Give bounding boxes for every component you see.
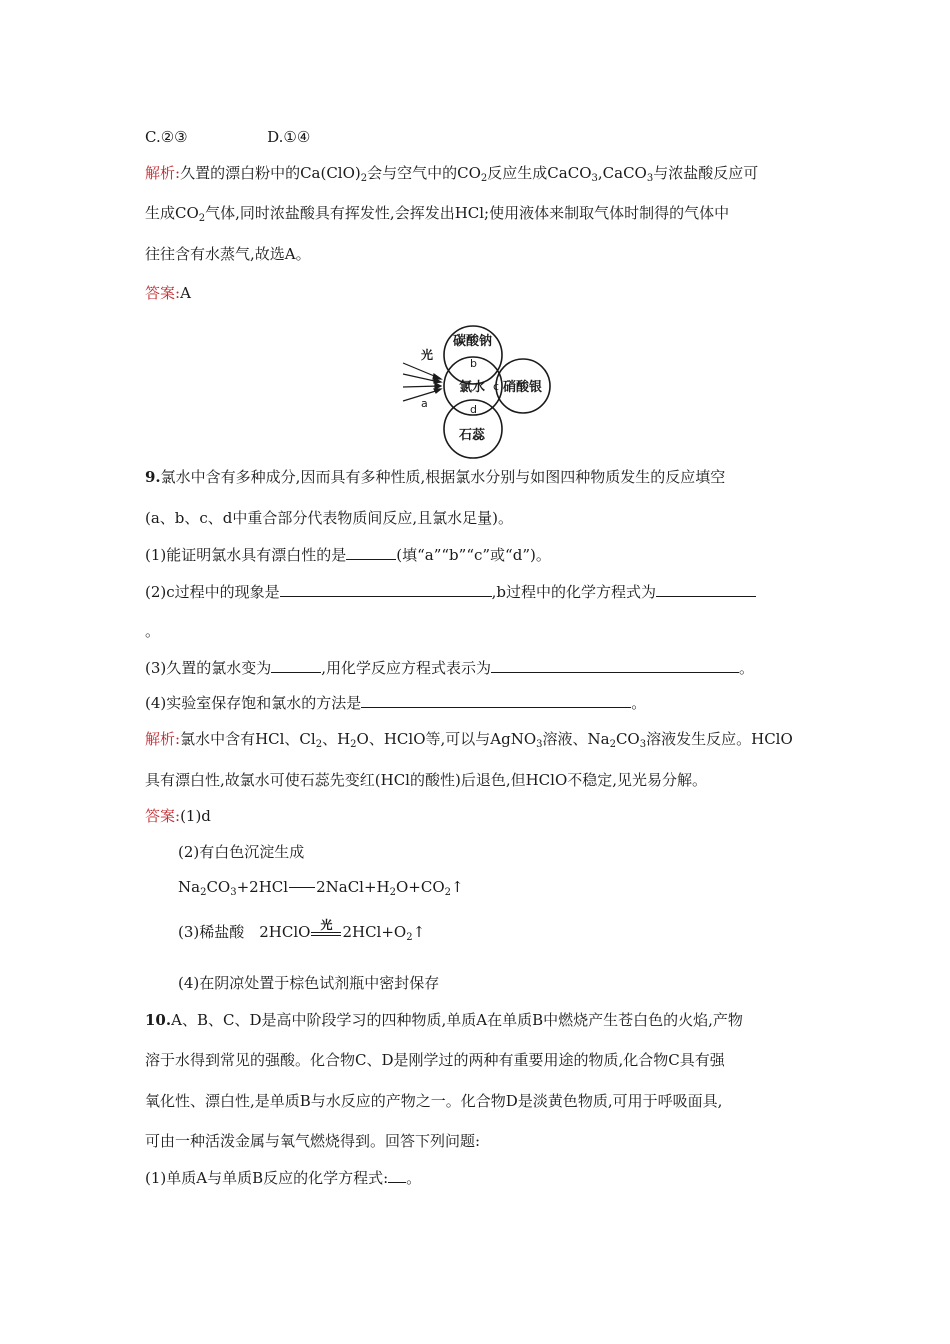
q9-answer-1: 答案:(1)d (145, 807, 211, 825)
answer-blank[interactable] (280, 582, 492, 597)
gas-arrow: ↑ (412, 923, 426, 941)
q9-stem-line-1: 9.氯水中含有多种成分,因而具有多种性质,根据氯水分别与如图四种物质发生的反应填空 (145, 468, 726, 486)
equals-line (289, 887, 315, 888)
light-condition-sign: 光 (311, 925, 341, 941)
q9-part-3: (3)久置的氯水变为 ,用化学反应方程式表示为 。 (145, 659, 755, 677)
question-number: 10. (145, 1011, 172, 1029)
reaction-diagram (395, 325, 555, 465)
option-d: D.①④ (267, 128, 311, 146)
q10-stem-line-4: 可由一种活泼金属与氧气燃烧得到。回答下列问题: (145, 1132, 481, 1150)
q9-part-4: (4)实验室保存饱和氯水的方法是 。 (145, 694, 647, 712)
q9-answer-4: (4)在阴凉处置于棕色试剂瓶中密封保存 (178, 974, 440, 992)
q8-analysis-line-1: 解析:久置的漂白粉中的$Ca(ClO)_2$会与空气中的$CO_2$反应生成CaCO$_3$,CaCO$_3$与浓盐酸反应可 (145, 164, 759, 184)
q9-stem-line-2: (a、b、c、d中重合部分代表物质间反应,且氯水足量)。 (145, 509, 514, 527)
label-light: 光 (421, 348, 434, 362)
analysis-label: 解析: (145, 164, 181, 182)
q8-options (145, 127, 310, 147)
q9-answer-3: (3)稀盐酸 2HClO 光 $2HCl+O_2↑$ (178, 918, 426, 943)
analysis-label: 解析: (145, 730, 181, 748)
option-c: C.②③ (145, 128, 188, 146)
q9-analysis-line-1: 解析:氯水中含有HCl、$Cl_2$、$H_2O$、HClO等,可以与AgNO$_3$溶液、$Na_2CO_3$溶液发生反应。HClO (145, 730, 793, 750)
q8-analysis-line-2: 生成$CO_2$气体,同时浓盐酸具有挥发性,会挥发出HCl;使用液体来制取气体时制得的气体中 (145, 204, 730, 224)
q9-part-2-end: 。 (145, 622, 161, 640)
label-c: c (493, 380, 500, 393)
q10-part-1: (1)单质A与单质B反应的化学方程式: 。 (145, 1169, 422, 1187)
label-b: b (470, 357, 477, 370)
label-bottom: 石蕊 (459, 428, 486, 443)
answer-blank[interactable] (346, 545, 396, 560)
gas-arrow: ↑ (451, 878, 464, 896)
label-a: a (421, 397, 428, 410)
q9-equation-1: $Na_2CO_3+2HCl$ $2NaCl+H_2O+CO_2↑$ (178, 878, 464, 898)
answer-blank[interactable] (656, 582, 756, 597)
q10-stem-line-2: 溶于水得到常见的强酸。化合物C、D是刚学过的两种有重要用途的物质,化合物C具有强 (145, 1051, 725, 1069)
answer-blank[interactable] (491, 658, 739, 673)
label-top: 碳酸钠 (453, 334, 493, 349)
label-d: d (470, 403, 477, 416)
q9-analysis-line-2: 具有漂白性,故氯水可使石蕊先变红(HCl的酸性)后退色,但HClO不稳定,见光易分解。 (145, 771, 708, 789)
answer-blank[interactable] (388, 1168, 406, 1183)
answer-blank[interactable] (361, 693, 631, 708)
label-right: 硝酸银 (503, 380, 543, 395)
q9-answer-2: (2)有白色沉淀生成 (178, 843, 305, 861)
question-number: 9. (145, 468, 161, 486)
q8-answer: 答案:A (145, 284, 191, 302)
q8-analysis-line-3: 往往含有水蒸气,故选A。 (145, 245, 311, 263)
q9-part-2: (2)c过程中的现象是 ,b过程中的化学方程式为 (145, 582, 756, 602)
answer-label: 答案: (145, 284, 181, 302)
answer-blank[interactable] (271, 658, 321, 673)
q9-part-1: (1)能证明氯水具有漂白性的是 (填“a”“b”“c”或“d”)。 (145, 546, 551, 564)
q10-stem-line-1: 10.A、B、C、D是高中阶段学习的四种物质,单质A在单质B中燃烧产生苍白色的火焰,产物 (145, 1011, 743, 1029)
label-center: 氯水 (459, 380, 486, 395)
answer-label: 答案: (145, 807, 181, 825)
q10-stem-line-3: 氧化性、漂白性,是单质B与水反应的产物之一。化合物D是淡黄色物质,可用于呼吸面具, (145, 1092, 723, 1110)
